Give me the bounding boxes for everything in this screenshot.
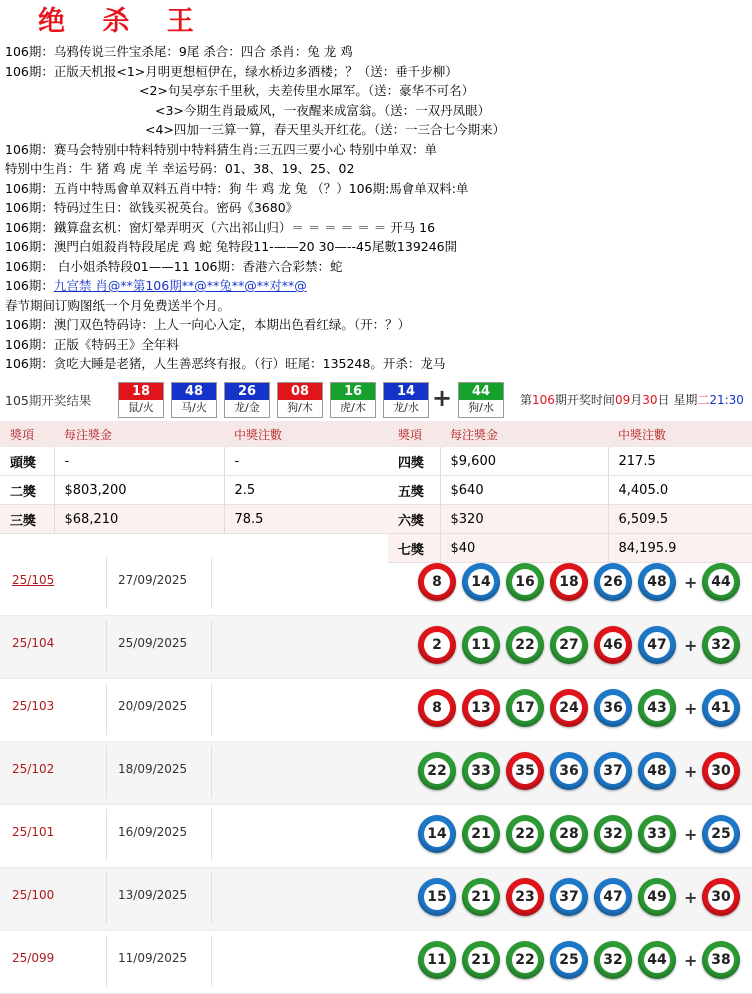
history-period-link[interactable]: 25/104 [12,636,55,650]
lottery-ball [418,563,456,601]
lottery-ball [418,878,456,916]
text-line: 106期：正版《特码王》全年料 [5,336,179,352]
page-title: 绝 杀 王 [38,6,208,37]
history-period-link[interactable]: 25/105 [12,573,55,587]
column-divider [106,683,107,735]
next-draw-info [520,391,744,408]
lottery-ball-number: 36 [556,758,582,784]
lottery-ball [462,815,500,853]
result-ball-number: 26 [225,383,269,400]
lottery-ball-number: 14 [424,821,450,847]
lottery-ball-number: 32 [600,947,626,973]
lottery-ball-number: 44 [708,569,734,595]
text-line: <2>句吴亭东千里秋，夫差传里水犀军。（送：豪华不可名） [139,83,475,98]
result-ball-number: 14 [384,383,428,400]
lottery-ball-number: 21 [468,821,494,847]
lottery-ball-number: 27 [556,632,582,658]
column-divider [211,746,212,798]
lottery-ball-number: 8 [424,569,450,595]
next-draw-weekday: 二 [697,393,710,407]
special-lottery-ball [702,563,740,601]
lottery-ball [550,815,588,853]
lottery-ball [594,941,632,979]
prize-header: 中獎注數 [608,421,752,447]
result-ball-card [171,382,217,418]
lottery-ball-number: 43 [644,695,670,721]
lottery-ball [418,941,456,979]
history-date: 25/09/2025 [118,636,188,650]
lottery-ball-number: 47 [600,884,626,910]
prize-winners: 4,405.0 [608,476,752,505]
lottery-ball-number: 32 [708,632,734,658]
prize-header: 每注獎金 [54,421,224,447]
result-ball-card [277,382,323,418]
text-line: 106期：澳門白姐殺肖特段尾虎 鸡 蛇 兔特段11-——20 30—--45尾數139246開 [5,239,458,254]
lottery-ball-number: 48 [644,569,670,595]
result-ball-number: 16 [331,383,375,400]
lottery-ball-number: 35 [512,758,538,784]
history-row [0,679,752,742]
result-ball-zodiac: 狗/木 [287,401,313,414]
lottery-ball-number: 28 [556,821,582,847]
special-lottery-ball [702,815,740,853]
lottery-ball-number: 38 [708,947,734,973]
plus-sign: + [684,573,698,592]
lottery-ball [594,878,632,916]
column-divider [211,557,212,609]
column-divider [211,935,212,987]
lottery-ball [462,878,500,916]
text-line: 106期：贪吃大睡是老猪，人生善恶终有报。（行）旺尾：135248。开杀：龙马 [5,356,446,371]
lottery-ball-number: 46 [600,632,626,658]
lottery-ball [550,752,588,790]
draw-history-list [0,553,752,994]
lottery-ball-number: 37 [556,884,582,910]
result-ball-zodiac: 龙/水 [393,401,419,414]
prize-amount: $640 [440,476,608,505]
plus-sign: + [432,384,453,412]
column-divider [106,746,107,798]
prize-winners: 84,195.9 [608,534,752,563]
next-draw-text: 期开奖时间 [554,393,615,407]
lottery-ball-number: 37 [600,758,626,784]
lottery-ball-number: 22 [512,632,538,658]
lottery-ball-number: 21 [468,884,494,910]
prize-header: 獎項 [388,421,440,447]
next-draw-time: 21:30 [709,393,744,407]
next-draw-day: 30 [642,393,658,407]
result-ball-zodiac: 龙/金 [234,401,260,414]
prize-row [0,447,752,476]
lottery-ball-number: 8 [424,695,450,721]
lottery-ball-number: 2 [424,632,450,658]
text-line: 春节期间订购图纸一个月免费送半个月。 [5,297,231,313]
lottery-ball-number: 33 [468,758,494,784]
result-label: 105期开奖结果 [5,393,92,408]
result-ball-card [330,382,376,418]
lottery-ball [550,626,588,664]
prize-amount: $68,210 [54,505,224,534]
lottery-ball-number: 17 [512,695,538,721]
lottery-ball-number: 24 [556,695,582,721]
next-draw-month: 09 [614,393,631,407]
prize-name: 二獎 [0,476,54,505]
prize-winners: 6,509.5 [608,505,752,534]
lottery-ball [506,752,544,790]
column-divider [211,683,212,735]
prize-header: 中獎注數 [224,421,388,447]
column-divider [106,620,107,672]
lottery-ball [462,941,500,979]
history-date: 18/09/2025 [118,762,188,776]
lottery-ball-number: 13 [468,695,494,721]
prize-row [0,476,752,505]
text-line: 106期： 白小姐杀特段01——11 106期：香港六合彩禁：蛇 [5,258,343,274]
plus-sign: + [684,762,698,781]
prize-header: 每注獎金 [440,421,608,447]
text-line: <4>四加一三算一算，春天里头开红花。（送：一三合七今期来） [145,122,506,137]
prize-row [0,505,752,534]
prize-amount: $9,600 [440,447,608,476]
lottery-ball-number: 11 [424,947,450,973]
lottery-ball [594,752,632,790]
lottery-ball [462,626,500,664]
history-period-link[interactable]: 25/102 [12,762,55,776]
text-line-with-link [5,276,750,296]
lottery-ball [550,878,588,916]
lottery-ball [418,626,456,664]
lottery-ball-number: 36 [600,695,626,721]
prize-winners: 78.5 [224,505,388,534]
prize-table [0,421,752,563]
column-divider [106,872,107,924]
lottery-ball-number: 11 [468,632,494,658]
lottery-ball-number: 30 [708,758,734,784]
lottery-ball-number: 23 [512,884,538,910]
text-line: <3>今期生肖最威风，一夜醒来成富翁。（送：一双丹凤眼） [155,102,491,118]
special-ball-zodiac: 狗/水 [468,401,494,414]
history-date: 13/09/2025 [118,888,188,902]
next-draw-text: 第 [520,393,533,407]
lottery-ball-number: 25 [556,947,582,973]
result-ball-card [224,382,270,418]
lottery-ball [506,689,544,727]
next-draw-period: 106 [532,393,555,407]
history-date: 11/09/2025 [118,951,188,965]
history-period-link[interactable]: 25/099 [12,951,55,965]
lottery-ball [506,878,544,916]
lottery-ball-number: 25 [708,821,734,847]
history-date: 20/09/2025 [118,699,188,713]
lottery-ball [638,941,676,979]
history-row [0,931,752,994]
lottery-ball-number: 44 [644,947,670,973]
special-ball-number: 44 [459,383,503,400]
next-draw-text: 日 星期 [657,393,698,407]
plus-sign: + [684,636,698,655]
lottery-ball [550,689,588,727]
text-line: 106期：正版天机报<1>月明更想桓伊在，绿水桥边多酒楼；？（送：垂千步柳） [5,63,458,79]
draw-result-bar [0,381,752,421]
history-period-link[interactable]: 25/101 [12,825,55,839]
prize-name: 七獎 [388,534,440,563]
text-line: 106期：特码过生日：欲钱买祝英台。密码《3680》 [5,200,299,215]
lottery-ball [418,815,456,853]
result-ball-zodiac: 鼠/火 [128,401,154,414]
prize-amount: $320 [440,505,608,534]
prize-amount: $803,200 [54,476,224,505]
history-row [0,616,752,679]
column-divider [106,557,107,609]
result-ball-card [383,382,429,418]
lottery-ball-number: 22 [512,947,538,973]
text-line: 106期：赛马会特别中特料特别中特料猜生肖:三五四三要小心 特别中单双：单 [5,141,438,157]
lottery-ball-number: 18 [556,569,582,595]
lottery-ball [462,752,500,790]
text-line: 106期：五肖中特馬會单双料五肖中特：狗 牛 鸡 龙 兔 （？）106期:馬會单双料:单 [5,180,469,196]
lottery-ball [418,752,456,790]
lottery-ball-number: 48 [644,758,670,784]
lottery-ball [506,815,544,853]
lottery-ball [418,689,456,727]
special-ball-card [458,382,504,418]
text-line: 106期：乌鸦传说三件宝杀尾：9尾 杀合：四合 杀肖：兔 龙 鸡 [5,44,353,59]
lottery-ball [506,626,544,664]
lottery-ball-number: 32 [600,821,626,847]
lottery-ball-number: 30 [708,884,734,910]
column-divider [211,872,212,924]
special-lottery-ball [702,941,740,979]
lottery-ball [638,689,676,727]
plus-sign: + [684,825,698,844]
text-line: 106期：澳门双色特码诗：上人一向心入定，本期出色看红绿。（开：？） [5,317,411,332]
prize-header: 獎項 [0,421,54,447]
jiugong-link[interactable]: 九宫禁 肖@**第106期**@**兔**@**对**@ [53,278,307,293]
lottery-ball [462,563,500,601]
lottery-ball [594,626,632,664]
column-divider [211,620,212,672]
special-lottery-ball [702,878,740,916]
lottery-ball-number: 21 [468,947,494,973]
history-row [0,553,752,616]
lottery-ball [550,941,588,979]
result-ball-card [118,382,164,418]
lottery-ball-number: 33 [644,821,670,847]
history-date: 27/09/2025 [118,573,188,587]
special-lottery-ball [702,689,740,727]
lottery-ball [638,563,676,601]
next-draw-text: 月 [630,393,643,407]
prize-name: 五獎 [388,476,440,505]
lottery-ball-number: 22 [424,758,450,784]
result-ball-zodiac: 虎/木 [340,401,366,414]
special-lottery-ball [702,752,740,790]
lottery-ball-number: 15 [424,884,450,910]
text-line-prefix: 106期： [5,278,54,293]
prize-amount: $40 [440,534,608,563]
lottery-ball-number: 22 [512,821,538,847]
column-divider [106,809,107,861]
prize-name: 六獎 [388,505,440,534]
column-divider [106,935,107,987]
prize-winners: 2.5 [224,476,388,505]
history-row [0,805,752,868]
lottery-ball-number: 41 [708,695,734,721]
plus-sign: + [684,951,698,970]
history-row [0,868,752,931]
column-divider [211,809,212,861]
prize-winners: - [224,447,388,476]
lottery-ball-number: 16 [512,569,538,595]
history-row [0,742,752,805]
lottery-ball [506,941,544,979]
lottery-ball [594,815,632,853]
prize-amount: - [54,447,224,476]
lottery-ball [638,626,676,664]
lottery-ball-number: 14 [468,569,494,595]
plus-sign: + [684,699,698,718]
history-period-link[interactable]: 25/100 [12,888,55,902]
plus-sign: + [684,888,698,907]
lottery-ball [638,752,676,790]
text-line: 106期：鐵算盘玄机：窗灯晕弄明灭（六出祁山归）＝ ＝ ＝ ＝ ＝ ＝ 开马 16 [5,219,436,235]
lottery-ball [638,815,676,853]
lottery-ball [594,563,632,601]
prediction-lines [5,42,750,374]
lottery-ball [638,878,676,916]
prize-name: 頭獎 [0,447,54,476]
prize-name: 三獎 [0,505,54,534]
lottery-ball [594,689,632,727]
lottery-ball-number: 47 [644,632,670,658]
lottery-ball-number: 49 [644,884,670,910]
prize-winners: 217.5 [608,447,752,476]
result-ball-number: 08 [278,383,322,400]
history-period-link[interactable]: 25/103 [12,699,55,713]
result-ball-zodiac: 马/火 [181,401,207,414]
lottery-ball [506,563,544,601]
lottery-ball [462,689,500,727]
result-ball-number: 18 [119,383,163,400]
prize-name: 四獎 [388,447,440,476]
lottery-ball-number: 26 [600,569,626,595]
lottery-ball [550,563,588,601]
history-date: 16/09/2025 [118,825,188,839]
text-line: 特别中生肖：牛 猪 鸡 虎 羊 幸运号码：01、38、19、25、02 [5,161,355,176]
prize-header-row [0,421,752,447]
special-lottery-ball [702,626,740,664]
result-ball-number: 48 [172,383,216,400]
